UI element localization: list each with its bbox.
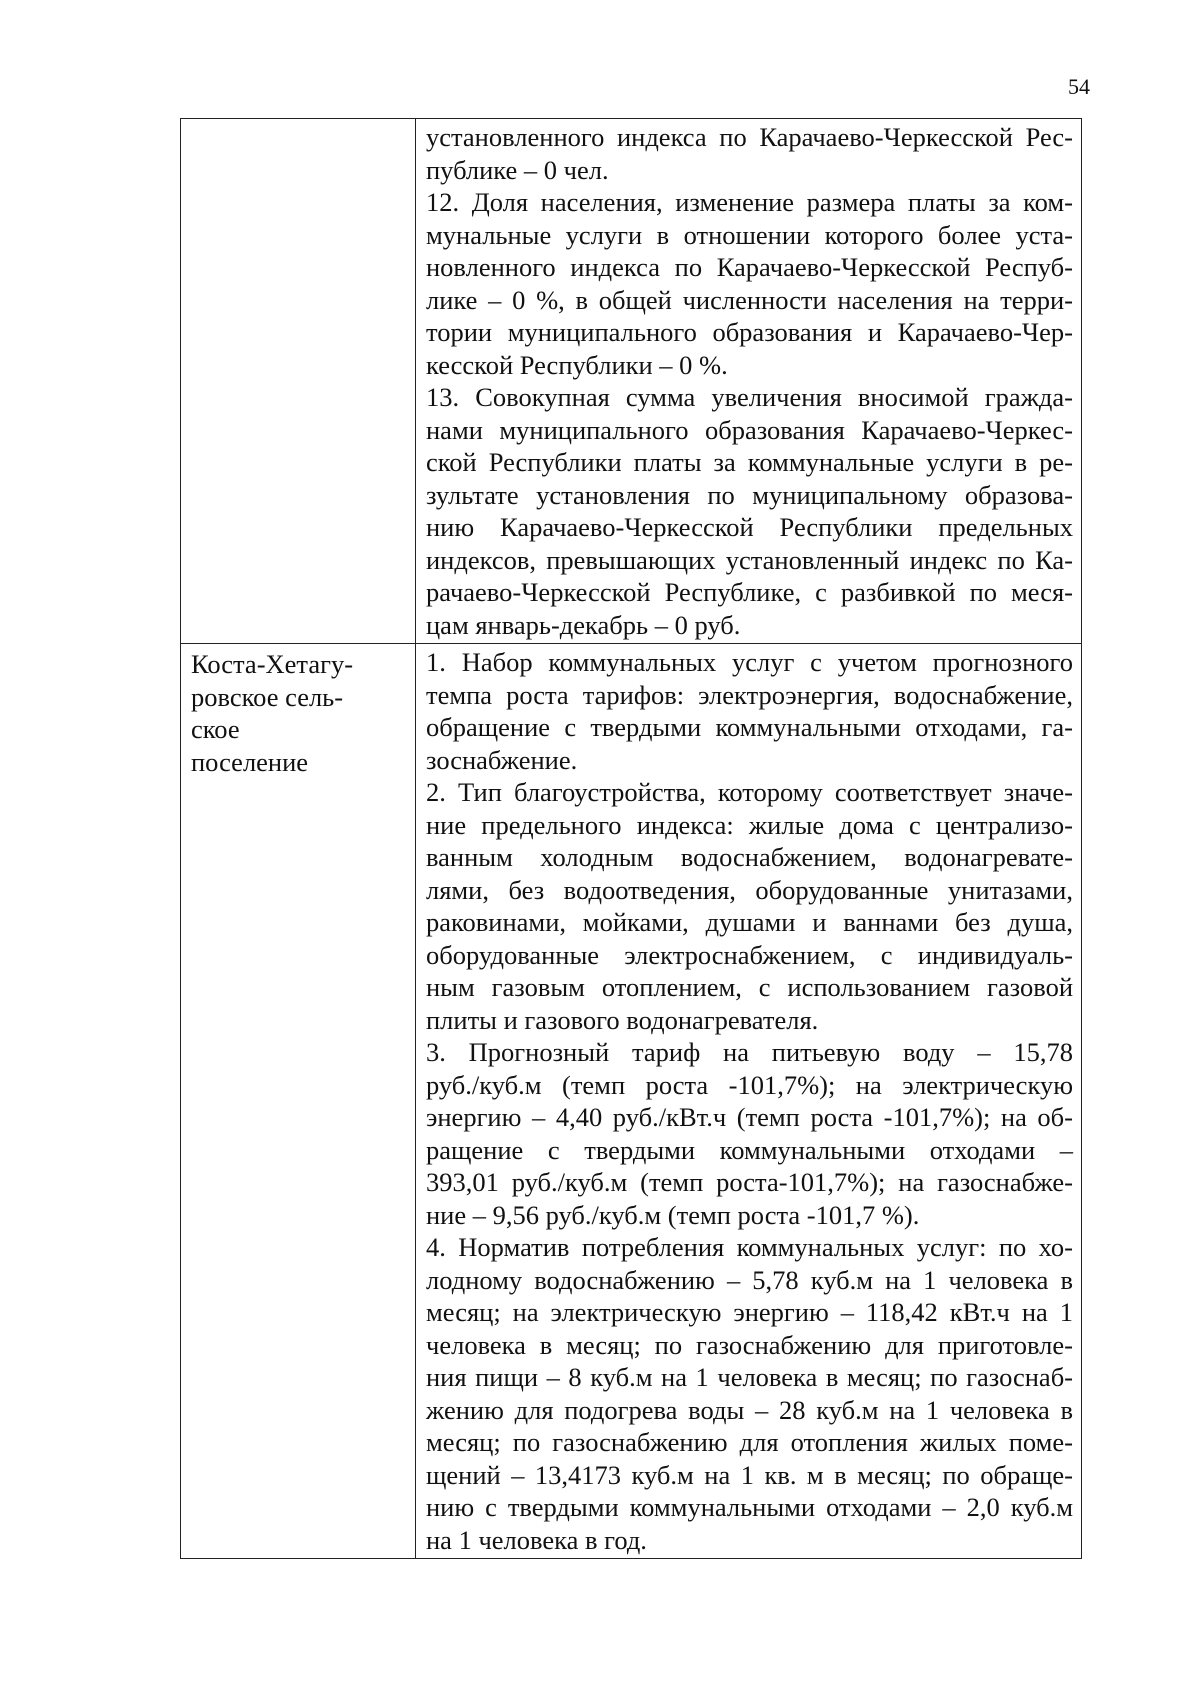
paragraph-line: нами муниципального образования Карачаево-Черкес- xyxy=(426,414,1073,445)
municipality-cell xyxy=(181,644,416,1559)
paragraph-line: плиты и газового водонагревателя. xyxy=(426,1004,819,1035)
paragraph-line: цам январь-декабрь – 0 руб. xyxy=(426,609,741,640)
indicator-paragraph xyxy=(426,186,1073,381)
paragraph-line: человека в месяц; по газоснабжению для приготовле- xyxy=(426,1329,1073,1360)
paragraph-line: мунальные услуги в отношении которого более уста- xyxy=(426,219,1073,250)
table-body xyxy=(181,119,1082,1559)
paragraph-line: щений – 13,4173 куб.м на 1 кв. м в месяц; по обраще- xyxy=(426,1459,1073,1490)
municipality-name-line: поселение xyxy=(191,746,309,777)
paragraph-line: зультате установления по муниципальному образова- xyxy=(426,479,1073,510)
paragraph-line: темпа роста тарифов: электроэнергия, водоснабжение, xyxy=(426,679,1073,710)
paragraph-line: оборудованные электроснабжением, с индивидуаль- xyxy=(426,939,1073,970)
paragraph-line: кесской Республики – 0 %. xyxy=(426,349,728,380)
paragraph-line: новленного индекса по Карачаево-Черкесской Респуб- xyxy=(426,252,1073,282)
indicator-paragraph xyxy=(426,121,1073,186)
municipality-name-line: ровское сель- xyxy=(191,681,344,712)
paragraph-line: ращение с твердыми коммунальными отходами – xyxy=(426,1134,1073,1165)
indicators-cell xyxy=(416,119,1082,644)
table-row xyxy=(181,644,1082,1559)
paragraph-line: рачаево-Черкесской Республике, с разбивкой по меся- xyxy=(426,577,1073,607)
paragraph-line: 13. Совокупная сумма увеличения вносимой гражда- xyxy=(426,382,1073,412)
paragraph-line: ской Республики платы за коммунальные услуги в ре- xyxy=(426,447,1073,477)
paragraph-line: индексов, превышающих установленный индекс по Ка- xyxy=(426,544,1073,575)
paragraph-line: 1. Набор коммунальных услуг с учетом прогнозного xyxy=(426,647,1073,677)
page-number: 54 xyxy=(1068,74,1090,99)
indices-table xyxy=(180,118,1082,1559)
paragraph-line: месяц; по газоснабжению для отопления жилых поме- xyxy=(426,1427,1073,1457)
indicator-paragraph xyxy=(426,646,1073,776)
paragraph-line: ние предельного индекса: жилые дома с централизо- xyxy=(426,809,1073,840)
paragraph-line: месяц; на электрическую энергию – 118,42 кВт.ч на 1 xyxy=(426,1297,1073,1327)
paragraph-line: ванным холодным водоснабжением, водонагревате- xyxy=(426,842,1073,872)
indicator-paragraph xyxy=(426,1036,1073,1231)
paragraph-line: 12. Доля населения, изменение размера платы за ком- xyxy=(426,187,1073,217)
municipality-cell xyxy=(181,119,416,644)
paragraph-line: зоснабжение. xyxy=(426,744,578,775)
paragraph-line: лике – 0 %, в общей численности населения на терри- xyxy=(426,284,1073,315)
paragraph-line: руб./куб.м (темп роста -101,7%); на электрическую xyxy=(426,1069,1073,1100)
paragraph-line: ным газовым отоплением, с использованием газовой xyxy=(426,972,1073,1002)
municipality-name-line: ское xyxy=(191,714,240,744)
paragraph-line: установленного индекса по Карачаево-Черкесской Рес- xyxy=(426,122,1073,152)
paragraph-line: нию Карачаево-Черкесской Республики предельных xyxy=(426,512,1073,542)
paragraph-line: 3. Прогнозный тариф на питьевую воду – 15,78 xyxy=(426,1037,1073,1067)
paragraph-line: лодному водоснабжению – 5,78 куб.м на 1 человека в xyxy=(426,1264,1073,1295)
indicator-paragraph xyxy=(426,776,1073,1036)
paragraph-line: нию с твердыми коммунальными отходами – 2,0 куб.м xyxy=(426,1492,1073,1522)
paragraph-line: тории муниципального образования и Карачаево-Чер- xyxy=(426,317,1073,347)
paragraph-line: жению для подогрева воды – 28 куб.м на 1 человека в xyxy=(426,1394,1073,1425)
indicators-cell xyxy=(416,644,1082,1559)
paragraph-line: обращение с твердыми коммунальными отходами, га- xyxy=(426,712,1073,742)
indicator-paragraph xyxy=(426,1231,1073,1556)
paragraph-line: ния пищи – 8 куб.м на 1 человека в месяц; по газоснаб- xyxy=(426,1362,1073,1392)
paragraph-line: на 1 человека в год. xyxy=(426,1524,647,1555)
paragraph-line: энергию – 4,40 руб./кВт.ч (темп роста -101,7%); на об- xyxy=(426,1102,1073,1132)
paragraph-line: 393,01 руб./куб.м (темп роста-101,7%); на газоснабже- xyxy=(426,1167,1073,1197)
paragraph-line: ние – 9,56 руб./куб.м (темп роста -101,7 %). xyxy=(426,1199,920,1230)
paragraph-line: лями, без водоотведения, оборудованные унитазами, xyxy=(426,874,1073,905)
paragraph-line: раковинами, мойками, душами и ваннами без душа, xyxy=(426,907,1073,937)
paragraph-line: публике – 0 чел. xyxy=(426,154,609,185)
table-row xyxy=(181,119,1082,644)
paragraph-line: 4. Норматив потребления коммунальных услуг: по хо- xyxy=(426,1232,1073,1262)
indicator-paragraph xyxy=(426,381,1073,641)
paragraph-line: 2. Тип благоустройства, которому соответствует значе- xyxy=(426,777,1073,807)
municipality-name-line: Коста-Хетагу- xyxy=(191,649,354,679)
